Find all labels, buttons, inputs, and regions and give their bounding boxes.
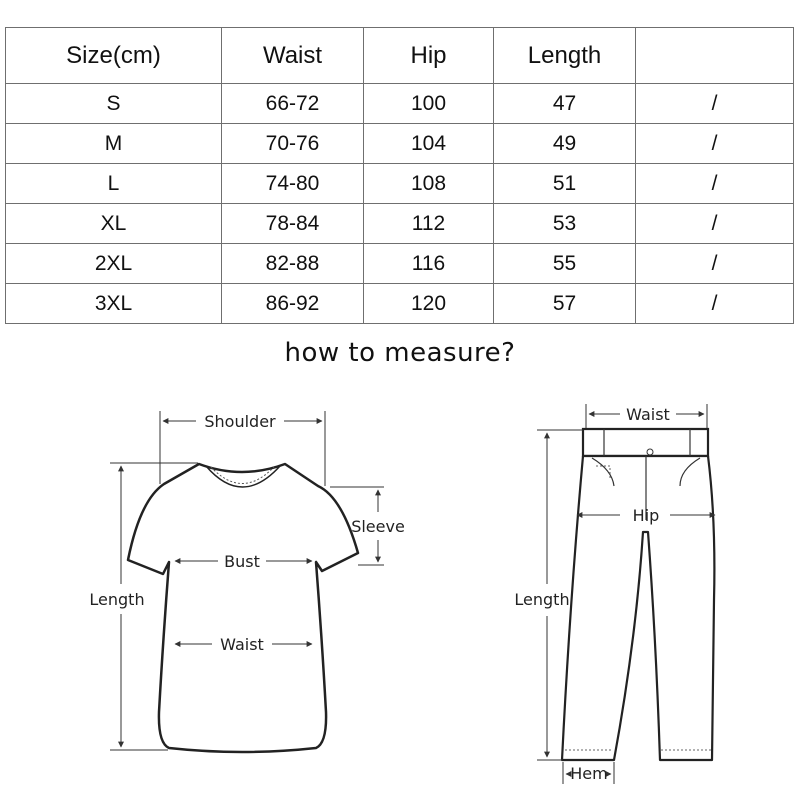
label-hem: Hem <box>570 764 608 783</box>
table-header-row <box>6 28 794 84</box>
cell-extra: / <box>636 244 794 284</box>
header-extra <box>636 28 794 84</box>
pants-figure <box>562 429 714 760</box>
cell-waist: 70-76 <box>222 124 364 164</box>
cell-extra: / <box>636 284 794 324</box>
cell-waist: 82-88 <box>222 244 364 284</box>
cell-hip: 112 <box>364 204 494 244</box>
pants-waistband <box>583 429 708 456</box>
label-shoulder: Shoulder <box>204 412 276 431</box>
header-size: Size(cm) <box>6 28 222 84</box>
size-chart-table <box>5 27 794 324</box>
table-row <box>6 124 794 164</box>
cell-extra: / <box>636 204 794 244</box>
table-row <box>6 84 794 124</box>
cell-waist: 86-92 <box>222 284 364 324</box>
pants-outline <box>562 456 714 760</box>
table-row <box>6 204 794 244</box>
cell-size: XL <box>6 204 222 244</box>
header-hip: Hip <box>364 28 494 84</box>
table-row <box>6 164 794 204</box>
measurement-diagram <box>0 380 800 800</box>
table-row <box>6 244 794 284</box>
cell-hip: 104 <box>364 124 494 164</box>
header-waist: Waist <box>222 28 364 84</box>
hem-measure <box>563 762 614 784</box>
label-sleeve: Sleeve <box>351 517 405 536</box>
header-length: Length <box>494 28 636 84</box>
cell-extra: / <box>636 84 794 124</box>
cell-waist: 66-72 <box>222 84 364 124</box>
label-pants-length: Length <box>514 590 570 609</box>
label-pants-waist: Waist <box>626 405 670 424</box>
cell-length: 55 <box>494 244 636 284</box>
cell-extra: / <box>636 164 794 204</box>
cell-extra: / <box>636 124 794 164</box>
label-bust: Bust <box>224 552 260 571</box>
cell-length: 53 <box>494 204 636 244</box>
cell-hip: 120 <box>364 284 494 324</box>
label-shirt-length: Length <box>89 590 145 609</box>
cell-waist: 78-84 <box>222 204 364 244</box>
cell-size: S <box>6 84 222 124</box>
label-hip: Hip <box>632 506 660 525</box>
cell-hip: 116 <box>364 244 494 284</box>
cell-hip: 100 <box>364 84 494 124</box>
table-row <box>6 284 794 324</box>
tshirt-figure <box>128 464 358 752</box>
cell-length: 47 <box>494 84 636 124</box>
cell-hip: 108 <box>364 164 494 204</box>
measure-guide-title: how to measure? <box>284 338 516 368</box>
cell-length: 49 <box>494 124 636 164</box>
tshirt-outline <box>128 464 358 752</box>
cell-length: 57 <box>494 284 636 324</box>
cell-size: 2XL <box>6 244 222 284</box>
cell-size: M <box>6 124 222 164</box>
cell-length: 51 <box>494 164 636 204</box>
cell-size: 3XL <box>6 284 222 324</box>
pants-waist-measure <box>586 404 707 428</box>
cell-size: L <box>6 164 222 204</box>
pants-button <box>647 449 653 455</box>
cell-waist: 74-80 <box>222 164 364 204</box>
label-shirt-waist: Waist <box>220 635 264 654</box>
